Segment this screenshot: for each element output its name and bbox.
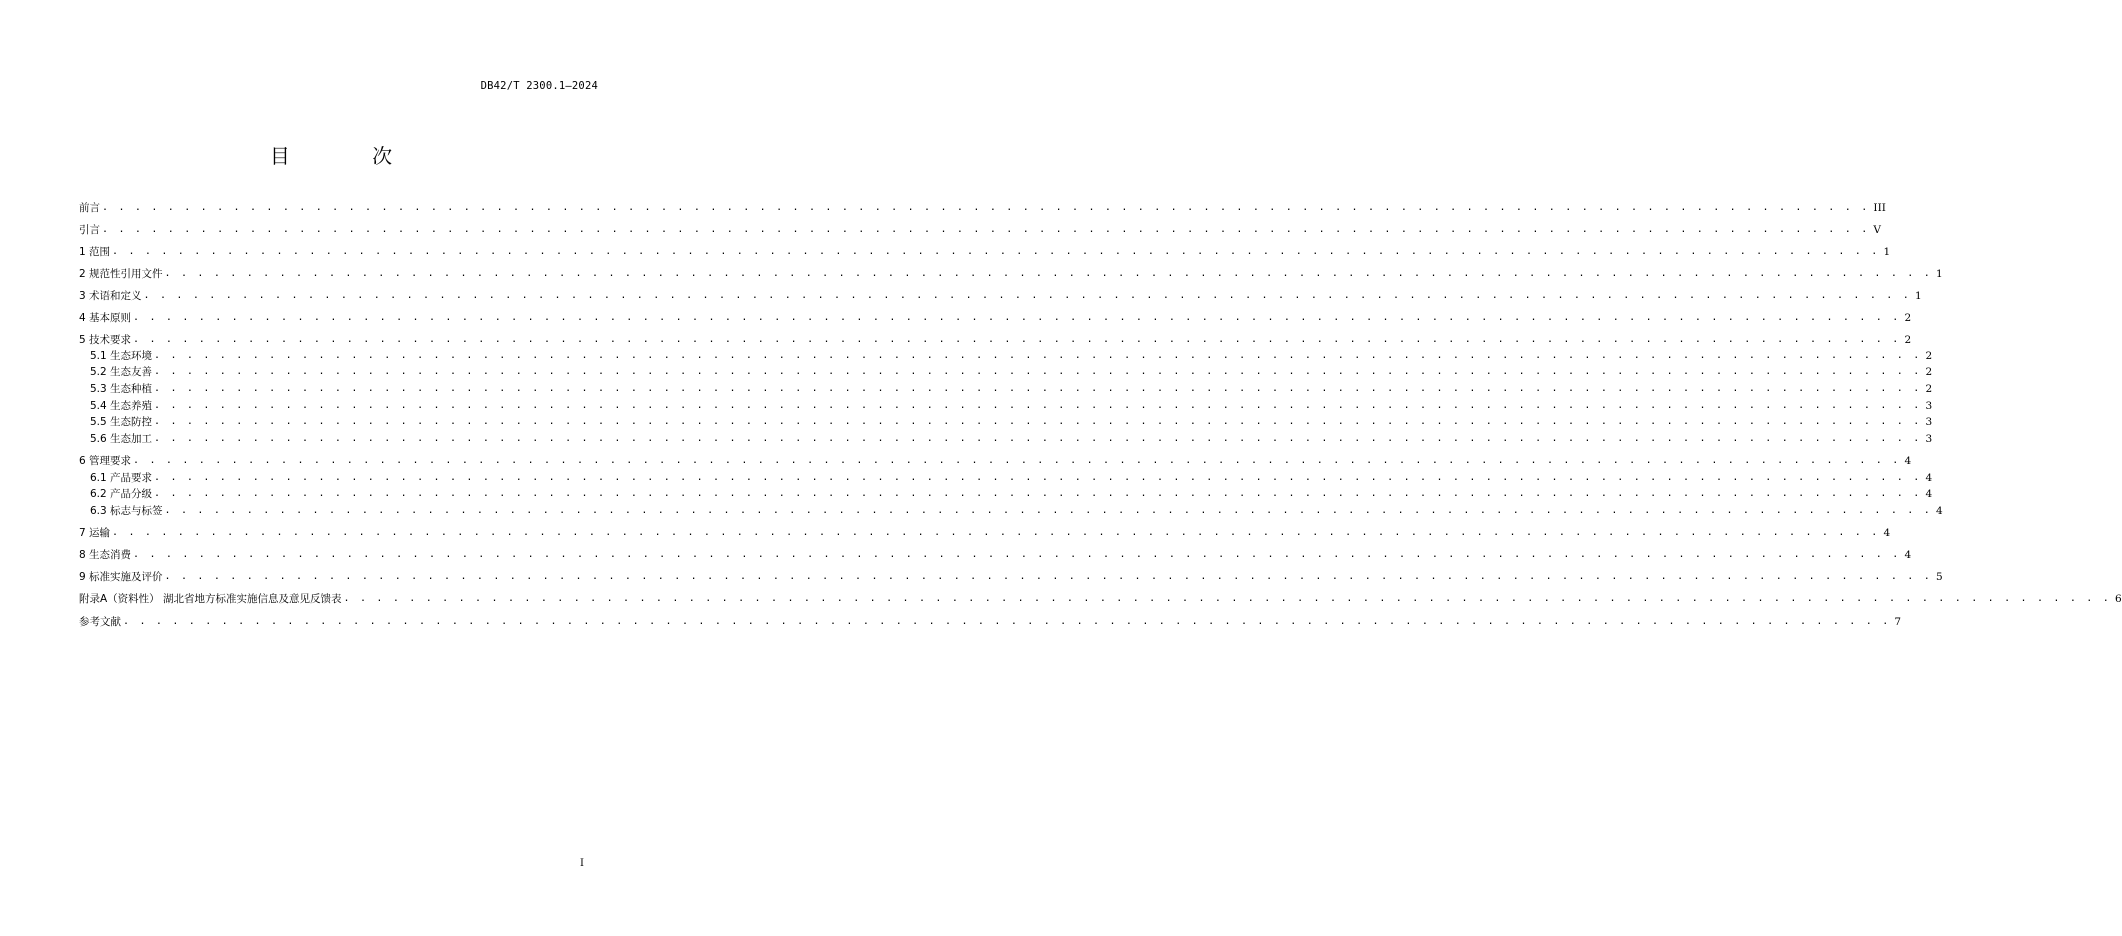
toc-entry-page: 7	[1894, 616, 1902, 628]
toc-leader-dots: . . . . . . . . . . . . . . . . . . . . . . . . . . . . . . . . . . . . . . . . . . . . . . . . . . . . . . . . . . . . . . . . . . . . . . . . . . . . . . . . . . . . . . . . . . . . . . . . . . . . . . . . . . . .	[164, 505, 1932, 516]
toc-leader-dots: . . . . . . . . . . . . . . . . . . . . . . . . . . . . . . . . . . . . . . . . . . . . . . . . . . . . . . . . . . . . . . . . . . . . . . . . . . . . . . . . . . . . . . . . . . . . . . . . . . . . . . . . . . . .	[154, 383, 1922, 394]
toc-entry[interactable]	[79, 503, 1943, 519]
toc-entry-page: 4	[1935, 505, 1943, 517]
toc-leader-dots: . . . . . . . . . . . . . . . . . . . . . . . . . . . . . . . . . . . . . . . . . . . . . . . . . . . . . . . . . . . . . . . . . . . . . . . . . . . . . . . . . . . . . . . . . . . . . . . . . . . . . . . . . . . .	[133, 455, 1901, 466]
toc-leader-dots: . . . . . . . . . . . . . . . . . . . . . . . . . . . . . . . . . . . . . . . . . . . . . . . . . . . . . . . . . . . . . . . . . . . . . . . . . . . . . . . . . . . . . . . . . . . . . . . . . . . . . . . . . . . .	[154, 400, 1922, 411]
toc-entry-page: 2	[1925, 366, 1933, 378]
toc-entry[interactable]	[79, 222, 1882, 238]
toc-leader-dots: . . . . . . . . . . . . . . . . . . . . . . . . . . . . . . . . . . . . . . . . . . . . . . . . . . . . . . . . . . . . . . . . . . . . . . . . . . . . . . . . . . . . . . . . . . . . . . . . . . . . . . . . . . . .	[112, 246, 1880, 257]
toc-entry-label: 6.3 标志与标签	[90, 505, 163, 517]
toc-entry-label: 6 管理要求	[79, 455, 132, 467]
toc-entry-page: 2	[1904, 334, 1912, 346]
document-number: DB42/T 2300.1—2024	[480, 80, 598, 92]
toc-entry-page: V	[1873, 224, 1882, 236]
toc-leader-dots: . . . . . . . . . . . . . . . . . . . . . . . . . . . . . . . . . . . . . . . . . . . . . . . . . . . . . . . . . . . . . . . . . . . . . . . . . . . . . . . . . . . . . . . . . . . . . . . . . . . . . . . . . . . .	[154, 416, 1922, 427]
toc-entry[interactable]	[79, 332, 1912, 348]
toc-leader-dots: . . . . . . . . . . . . . . . . . . . . . . . . . . . . . . . . . . . . . . . . . . . . . . . . . . . . . . . . . . . . . . . . . . . . . . . . . . . . . . . . . . . . . . . . . . . . . . . . . . . . . . . . . . . .	[133, 549, 1901, 560]
page-title: 目 次	[269, 144, 431, 168]
toc-entry[interactable]	[79, 525, 1891, 541]
toc-leader-dots: . . . . . . . . . . . . . . . . . . . . . . . . . . . . . . . . . . . . . . . . . . . . . . . . . . . . . . . . . . . . . . . . . . . . . . . . . . . . . . . . . . . . . . . . . . . . . . . . . . . . . . . . . . . .	[133, 334, 1901, 345]
toc-entry-label: 3 术语和定义	[79, 290, 142, 302]
toc-entry-label: 5.4 生态养殖	[90, 400, 153, 412]
toc-entry-page: 3	[1925, 400, 1933, 412]
toc-leader-dots: . . . . . . . . . . . . . . . . . . . . . . . . . . . . . . . . . . . . . . . . . . . . . . . . . . . . . . . . . . . . . . . . . . . . . . . . . . . . . . . . . . . . . . . . . . . . . . . . . . . . . . . . . . . .	[343, 593, 2111, 604]
toc-entry[interactable]	[79, 244, 1891, 260]
toc-entry-label: 6.2 产品分级	[90, 488, 153, 500]
toc-entry[interactable]	[79, 470, 1933, 486]
toc-leader-dots: . . . . . . . . . . . . . . . . . . . . . . . . . . . . . . . . . . . . . . . . . . . . . . . . . . . . . . . . . . . . . . . . . . . . . . . . . . . . . . . . . . . . . . . . . . . . . . . . . . . . . . . . . . . .	[102, 202, 1870, 213]
toc-entry-label: 前言	[79, 202, 100, 214]
toc-entry[interactable]	[79, 200, 1886, 216]
toc-entry[interactable]	[79, 591, 2122, 607]
toc-entry[interactable]	[79, 431, 1933, 447]
toc-entry-page: 2	[1925, 350, 1933, 362]
toc-entry-page: 4	[1904, 549, 1912, 561]
toc-entry-label: 2 规范性引用文件	[79, 268, 163, 280]
toc-leader-dots: . . . . . . . . . . . . . . . . . . . . . . . . . . . . . . . . . . . . . . . . . . . . . . . . . . . . . . . . . . . . . . . . . . . . . . . . . . . . . . . . . . . . . . . . . . . . . . . . . . . . . . . . . . . .	[154, 350, 1922, 361]
toc-entry[interactable]	[79, 381, 1933, 397]
toc-entry-page: 5	[1935, 571, 1943, 583]
toc-entry-page: 1	[1914, 290, 1922, 302]
toc-leader-dots: . . . . . . . . . . . . . . . . . . . . . . . . . . . . . . . . . . . . . . . . . . . . . . . . . . . . . . . . . . . . . . . . . . . . . . . . . . . . . . . . . . . . . . . . . . . . . . . . . . . . . . . . . . . .	[154, 488, 1922, 499]
toc-entry[interactable]	[79, 414, 1933, 430]
toc-entry-page: 4	[1925, 472, 1933, 484]
toc-entry-page: III	[1873, 202, 1886, 214]
toc-entry-label: 5.2 生态友善	[90, 366, 153, 378]
toc-leader-dots: . . . . . . . . . . . . . . . . . . . . . . . . . . . . . . . . . . . . . . . . . . . . . . . . . . . . . . . . . . . . . . . . . . . . . . . . . . . . . . . . . . . . . . . . . . . . . . . . . . . . . . . . . . . .	[133, 312, 1901, 323]
toc-entry-page: 1	[1935, 268, 1943, 280]
toc-entry-page: 3	[1925, 416, 1933, 428]
toc-entry[interactable]	[79, 614, 1902, 630]
toc-entry-label: 8 生态消费	[79, 549, 132, 561]
toc-leader-dots: . . . . . . . . . . . . . . . . . . . . . . . . . . . . . . . . . . . . . . . . . . . . . . . . . . . . . . . . . . . . . . . . . . . . . . . . . . . . . . . . . . . . . . . . . . . . . . . . . . . . . . . . . . . .	[154, 366, 1922, 377]
toc-leader-dots: . . . . . . . . . . . . . . . . . . . . . . . . . . . . . . . . . . . . . . . . . . . . . . . . . . . . . . . . . . . . . . . . . . . . . . . . . . . . . . . . . . . . . . . . . . . . . . . . . . . . . . . . . . . .	[102, 224, 1870, 235]
toc-leader-dots: . . . . . . . . . . . . . . . . . . . . . . . . . . . . . . . . . . . . . . . . . . . . . . . . . . . . . . . . . . . . . . . . . . . . . . . . . . . . . . . . . . . . . . . . . . . . . . . . . . . . . . . . . . . .	[154, 433, 1922, 444]
toc-entry-label: 6.1 产品要求	[90, 472, 153, 484]
toc-entry[interactable]	[79, 288, 1922, 304]
toc-entry-label: 引言	[79, 224, 100, 236]
toc-entry-label: 7 运输	[79, 527, 111, 539]
toc-entry-page: 4	[1883, 527, 1891, 539]
toc-entry[interactable]	[79, 486, 1933, 502]
toc-entry[interactable]	[79, 398, 1933, 414]
toc-entry-page: 4	[1904, 455, 1912, 467]
toc-leader-dots: . . . . . . . . . . . . . . . . . . . . . . . . . . . . . . . . . . . . . . . . . . . . . . . . . . . . . . . . . . . . . . . . . . . . . . . . . . . . . . . . . . . . . . . . . . . . . . . . . . . . . . . . . . . .	[164, 571, 1932, 582]
toc-entry-label: 5.6 生态加工	[90, 433, 153, 445]
toc-entry[interactable]	[79, 364, 1933, 380]
toc-entry-label: 5.3 生态种植	[90, 383, 153, 395]
toc-entry[interactable]	[79, 453, 1912, 469]
toc-entry-label: 5 技术要求	[79, 334, 132, 346]
toc-entry[interactable]	[79, 310, 1912, 326]
toc-entry-page: 3	[1925, 433, 1933, 445]
toc-entry-label: 附录A（资料性） 湖北省地方标准实施信息及意见反馈表	[79, 593, 342, 605]
toc-entry[interactable]	[79, 547, 1912, 563]
toc-entry-label: 4 基本原则	[79, 312, 132, 324]
toc-entry[interactable]	[79, 569, 1943, 585]
toc-entry-page: 2	[1925, 383, 1933, 395]
toc-entry-label: 参考文献	[79, 616, 121, 628]
toc-leader-dots: . . . . . . . . . . . . . . . . . . . . . . . . . . . . . . . . . . . . . . . . . . . . . . . . . . . . . . . . . . . . . . . . . . . . . . . . . . . . . . . . . . . . . . . . . . . . . . . . . . . . . . . . . . . .	[123, 616, 1891, 627]
toc-entry-label: 5.5 生态防控	[90, 416, 153, 428]
toc-leader-dots: . . . . . . . . . . . . . . . . . . . . . . . . . . . . . . . . . . . . . . . . . . . . . . . . . . . . . . . . . . . . . . . . . . . . . . . . . . . . . . . . . . . . . . . . . . . . . . . . . . . . . . . . . . . .	[143, 290, 1911, 301]
toc-entry-label: 5.1 生态环境	[90, 350, 153, 362]
toc-leader-dots: . . . . . . . . . . . . . . . . . . . . . . . . . . . . . . . . . . . . . . . . . . . . . . . . . . . . . . . . . . . . . . . . . . . . . . . . . . . . . . . . . . . . . . . . . . . . . . . . . . . . . . . . . . . .	[154, 472, 1922, 483]
toc-entry[interactable]	[79, 266, 1943, 282]
toc-leader-dots: . . . . . . . . . . . . . . . . . . . . . . . . . . . . . . . . . . . . . . . . . . . . . . . . . . . . . . . . . . . . . . . . . . . . . . . . . . . . . . . . . . . . . . . . . . . . . . . . . . . . . . . . . . . .	[164, 268, 1932, 279]
toc-entry-label: 9 标准实施及评价	[79, 571, 163, 583]
toc-entry-page: 6	[2114, 593, 2122, 605]
toc-entry[interactable]	[79, 348, 1933, 364]
toc-leader-dots: . . . . . . . . . . . . . . . . . . . . . . . . . . . . . . . . . . . . . . . . . . . . . . . . . . . . . . . . . . . . . . . . . . . . . . . . . . . . . . . . . . . . . . . . . . . . . . . . . . . . . . . . . . . .	[112, 527, 1880, 538]
page-number: I	[580, 858, 584, 869]
toc-entry-page: 4	[1925, 488, 1933, 500]
toc-entry-page: 2	[1904, 312, 1912, 324]
toc-entry-page: 1	[1883, 246, 1891, 258]
toc-entry-label: 1 范围	[79, 246, 111, 258]
